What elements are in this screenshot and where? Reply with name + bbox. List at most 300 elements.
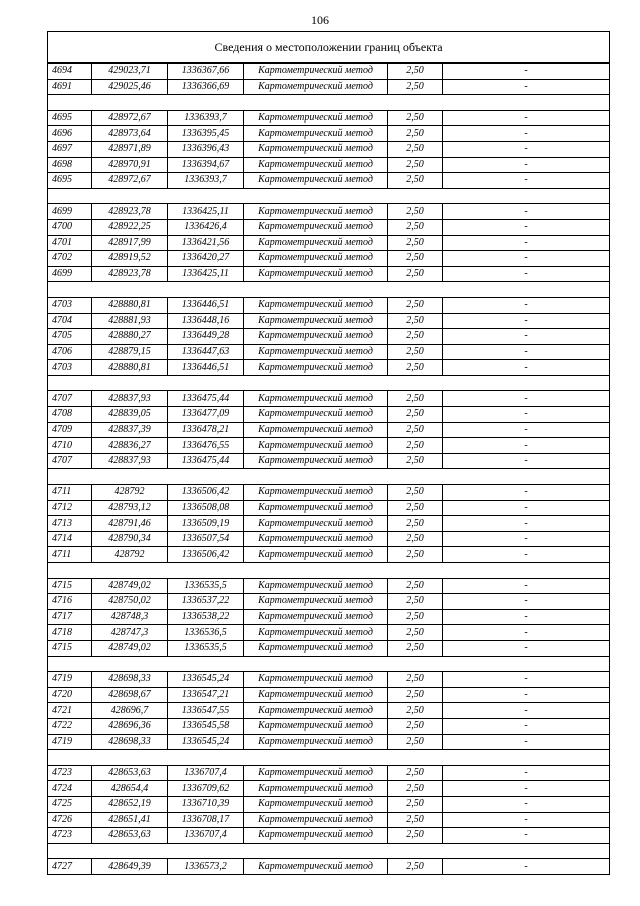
y-coordinate-cell: 1336449,28 (168, 329, 244, 345)
y-coordinate-cell: 1336448,16 (168, 313, 244, 329)
method-cell: Картометрический метод (244, 453, 388, 469)
method-cell: Картометрический метод (244, 360, 388, 376)
point-number-cell: 4706 (48, 344, 92, 360)
description-cell: - (443, 360, 610, 376)
method-cell: Картометрический метод (244, 157, 388, 173)
y-coordinate-cell: 1336509,19 (168, 516, 244, 532)
method-cell: Картометрический метод (244, 329, 388, 345)
point-number-cell: 4718 (48, 625, 92, 641)
x-coordinate-cell: 428652,19 (92, 796, 168, 812)
y-coordinate-cell: 1336421,56 (168, 235, 244, 251)
table-row (48, 578, 610, 594)
x-coordinate-cell: 428696,36 (92, 718, 168, 734)
y-coordinate-cell: 1336508,08 (168, 500, 244, 516)
method-cell: Картометрический метод (244, 687, 388, 703)
description-cell: - (443, 329, 610, 345)
x-coordinate-cell: 428879,15 (92, 344, 168, 360)
table-row (48, 251, 610, 267)
accuracy-cell: 2,50 (388, 609, 443, 625)
description-cell: - (443, 266, 610, 282)
description-cell: - (443, 157, 610, 173)
description-cell: - (443, 141, 610, 157)
description-cell: - (443, 344, 610, 360)
accuracy-cell: 2,50 (388, 219, 443, 235)
description-cell: - (443, 500, 610, 516)
description-cell: - (443, 578, 610, 594)
method-cell: Картометрический метод (244, 313, 388, 329)
table-row (48, 485, 610, 501)
x-coordinate-cell: 428649,39 (92, 859, 168, 875)
accuracy-cell: 2,50 (388, 516, 443, 532)
x-coordinate-cell: 428698,33 (92, 672, 168, 688)
accuracy-cell: 2,50 (388, 640, 443, 656)
point-number-cell: 4694 (48, 63, 92, 79)
method-cell: Картометрический метод (244, 251, 388, 267)
description-cell: - (443, 594, 610, 610)
method-cell: Картометрический метод (244, 79, 388, 95)
table-row (48, 344, 610, 360)
x-coordinate-cell: 428653,63 (92, 828, 168, 844)
table-row (48, 500, 610, 516)
method-cell: Картометрический метод (244, 204, 388, 220)
y-coordinate-cell: 1336707,4 (168, 828, 244, 844)
description-cell: - (443, 672, 610, 688)
y-coordinate-cell: 1336477,09 (168, 407, 244, 423)
x-coordinate-cell: 428923,78 (92, 204, 168, 220)
description-cell: - (443, 703, 610, 719)
y-coordinate-cell: 1336538,22 (168, 609, 244, 625)
description-cell: - (443, 812, 610, 828)
point-number-cell: 4705 (48, 329, 92, 345)
y-coordinate-cell: 1336425,11 (168, 204, 244, 220)
method-cell: Картометрический метод (244, 859, 388, 875)
description-cell: - (443, 173, 610, 189)
y-coordinate-cell: 1336707,4 (168, 765, 244, 781)
point-number-cell: 4701 (48, 235, 92, 251)
point-number-cell: 4715 (48, 640, 92, 656)
accuracy-cell: 2,50 (388, 796, 443, 812)
accuracy-cell: 2,50 (388, 63, 443, 79)
accuracy-cell: 2,50 (388, 781, 443, 797)
point-number-cell: 4699 (48, 204, 92, 220)
x-coordinate-cell: 428923,78 (92, 266, 168, 282)
y-coordinate-cell: 1336507,54 (168, 531, 244, 547)
separator-cell (48, 188, 610, 204)
point-number-cell: 4704 (48, 313, 92, 329)
y-coordinate-cell: 1336536,5 (168, 625, 244, 641)
table-row (48, 734, 610, 750)
table-row (48, 391, 610, 407)
point-number-cell: 4719 (48, 672, 92, 688)
separator-cell (48, 282, 610, 298)
group-separator-row (48, 750, 610, 766)
accuracy-cell: 2,50 (388, 828, 443, 844)
table-row (48, 63, 610, 79)
method-cell: Картометрический метод (244, 297, 388, 313)
table-row (48, 329, 610, 345)
table-row (48, 297, 610, 313)
y-coordinate-cell: 1336545,24 (168, 734, 244, 750)
x-coordinate-cell: 428970,91 (92, 157, 168, 173)
point-number-cell: 4717 (48, 609, 92, 625)
accuracy-cell: 2,50 (388, 173, 443, 189)
method-cell: Картометрический метод (244, 812, 388, 828)
accuracy-cell: 2,50 (388, 126, 443, 142)
table-row (48, 609, 610, 625)
description-cell: - (443, 453, 610, 469)
description-cell: - (443, 219, 610, 235)
table-row (48, 360, 610, 376)
point-number-cell: 4724 (48, 781, 92, 797)
separator-cell (48, 750, 610, 766)
y-coordinate-cell: 1336710,39 (168, 796, 244, 812)
x-coordinate-cell: 428792 (92, 485, 168, 501)
accuracy-cell: 2,50 (388, 547, 443, 563)
separator-cell (48, 95, 610, 111)
x-coordinate-cell: 428837,39 (92, 422, 168, 438)
point-number-cell: 4721 (48, 703, 92, 719)
table-row (48, 126, 610, 142)
method-cell: Картометрический метод (244, 500, 388, 516)
table-row (48, 828, 610, 844)
method-cell: Картометрический метод (244, 640, 388, 656)
point-number-cell: 4698 (48, 157, 92, 173)
accuracy-cell: 2,50 (388, 453, 443, 469)
y-coordinate-cell: 1336446,51 (168, 360, 244, 376)
y-coordinate-cell: 1336420,27 (168, 251, 244, 267)
description-cell: - (443, 204, 610, 220)
y-coordinate-cell: 1336476,55 (168, 438, 244, 454)
y-coordinate-cell: 1336506,42 (168, 547, 244, 563)
accuracy-cell: 2,50 (388, 765, 443, 781)
point-number-cell: 4727 (48, 859, 92, 875)
table-row (48, 796, 610, 812)
x-coordinate-cell: 428696,7 (92, 703, 168, 719)
table-row (48, 438, 610, 454)
point-number-cell: 4713 (48, 516, 92, 532)
y-coordinate-cell: 1336394,67 (168, 157, 244, 173)
point-number-cell: 4708 (48, 407, 92, 423)
x-coordinate-cell: 428698,33 (92, 734, 168, 750)
accuracy-cell: 2,50 (388, 531, 443, 547)
x-coordinate-cell: 428837,93 (92, 391, 168, 407)
y-coordinate-cell: 1336446,51 (168, 297, 244, 313)
y-coordinate-cell: 1336475,44 (168, 453, 244, 469)
x-coordinate-cell: 428880,27 (92, 329, 168, 345)
accuracy-cell: 2,50 (388, 718, 443, 734)
x-coordinate-cell: 428790,34 (92, 531, 168, 547)
point-number-cell: 4703 (48, 360, 92, 376)
table-row (48, 516, 610, 532)
x-coordinate-cell: 428919,52 (92, 251, 168, 267)
method-cell: Картометрический метод (244, 219, 388, 235)
point-number-cell: 4697 (48, 141, 92, 157)
x-coordinate-cell: 428922,25 (92, 219, 168, 235)
group-separator-row (48, 656, 610, 672)
description-cell: - (443, 531, 610, 547)
y-coordinate-cell: 1336547,55 (168, 703, 244, 719)
method-cell: Картометрический метод (244, 734, 388, 750)
method-cell: Картометрический метод (244, 718, 388, 734)
accuracy-cell: 2,50 (388, 422, 443, 438)
point-number-cell: 4700 (48, 219, 92, 235)
x-coordinate-cell: 428793,12 (92, 500, 168, 516)
boundary-table-container (47, 31, 609, 875)
description-cell: - (443, 781, 610, 797)
point-number-cell: 4715 (48, 578, 92, 594)
method-cell: Картометрический метод (244, 235, 388, 251)
table-row (48, 453, 610, 469)
accuracy-cell: 2,50 (388, 734, 443, 750)
table-row (48, 765, 610, 781)
description-cell: - (443, 126, 610, 142)
group-separator-row (48, 375, 610, 391)
table-row (48, 266, 610, 282)
table-row (48, 640, 610, 656)
y-coordinate-cell: 1336545,58 (168, 718, 244, 734)
group-separator-row (48, 843, 610, 859)
point-number-cell: 4711 (48, 485, 92, 501)
point-number-cell: 4699 (48, 266, 92, 282)
table-row (48, 110, 610, 126)
point-number-cell: 4696 (48, 126, 92, 142)
point-number-cell: 4723 (48, 765, 92, 781)
description-cell: - (443, 391, 610, 407)
y-coordinate-cell: 1336367,66 (168, 63, 244, 79)
description-cell: - (443, 516, 610, 532)
method-cell: Картометрический метод (244, 422, 388, 438)
point-number-cell: 4710 (48, 438, 92, 454)
y-coordinate-cell: 1336425,11 (168, 266, 244, 282)
table-row (48, 812, 610, 828)
method-cell: Картометрический метод (244, 625, 388, 641)
method-cell: Картометрический метод (244, 781, 388, 797)
separator-cell (48, 656, 610, 672)
table-row (48, 173, 610, 189)
method-cell: Картометрический метод (244, 547, 388, 563)
point-number-cell: 4702 (48, 251, 92, 267)
accuracy-cell: 2,50 (388, 687, 443, 703)
table-row (48, 781, 610, 797)
point-number-cell: 4726 (48, 812, 92, 828)
description-cell: - (443, 718, 610, 734)
method-cell: Картометрический метод (244, 438, 388, 454)
method-cell: Картометрический метод (244, 609, 388, 625)
accuracy-cell: 2,50 (388, 79, 443, 95)
method-cell: Картометрический метод (244, 391, 388, 407)
method-cell: Картометрический метод (244, 672, 388, 688)
point-number-cell: 4703 (48, 297, 92, 313)
y-coordinate-cell: 1336475,44 (168, 391, 244, 407)
accuracy-cell: 2,50 (388, 360, 443, 376)
x-coordinate-cell: 428972,67 (92, 110, 168, 126)
table-row (48, 219, 610, 235)
table-row (48, 313, 610, 329)
y-coordinate-cell: 1336573,2 (168, 859, 244, 875)
x-coordinate-cell: 428653,63 (92, 765, 168, 781)
separator-cell (48, 563, 610, 579)
y-coordinate-cell: 1336447,63 (168, 344, 244, 360)
description-cell: - (443, 687, 610, 703)
accuracy-cell: 2,50 (388, 812, 443, 828)
table-row (48, 703, 610, 719)
table-row (48, 531, 610, 547)
description-cell: - (443, 297, 610, 313)
point-number-cell: 4707 (48, 453, 92, 469)
y-coordinate-cell: 1336393,7 (168, 110, 244, 126)
group-separator-row (48, 469, 610, 485)
table-row (48, 547, 610, 563)
x-coordinate-cell: 428880,81 (92, 360, 168, 376)
table-row (48, 79, 610, 95)
description-cell: - (443, 313, 610, 329)
accuracy-cell: 2,50 (388, 438, 443, 454)
method-cell: Картометрический метод (244, 828, 388, 844)
description-cell: - (443, 765, 610, 781)
method-cell: Картометрический метод (244, 485, 388, 501)
x-coordinate-cell: 428792 (92, 547, 168, 563)
x-coordinate-cell: 429025,46 (92, 79, 168, 95)
group-separator-row (48, 563, 610, 579)
point-number-cell: 4716 (48, 594, 92, 610)
y-coordinate-cell: 1336535,5 (168, 578, 244, 594)
group-separator-row (48, 95, 610, 111)
point-number-cell: 4719 (48, 734, 92, 750)
description-cell: - (443, 859, 610, 875)
group-separator-row (48, 282, 610, 298)
x-coordinate-cell: 428651,41 (92, 812, 168, 828)
description-cell: - (443, 547, 610, 563)
point-number-cell: 4709 (48, 422, 92, 438)
description-cell: - (443, 63, 610, 79)
accuracy-cell: 2,50 (388, 110, 443, 126)
method-cell: Картометрический метод (244, 765, 388, 781)
method-cell: Картометрический метод (244, 516, 388, 532)
table-title-row (48, 32, 610, 64)
description-cell: - (443, 625, 610, 641)
point-number-cell: 4691 (48, 79, 92, 95)
x-coordinate-cell: 428748,3 (92, 609, 168, 625)
accuracy-cell: 2,50 (388, 407, 443, 423)
accuracy-cell: 2,50 (388, 500, 443, 516)
accuracy-cell: 2,50 (388, 204, 443, 220)
accuracy-cell: 2,50 (388, 329, 443, 345)
point-number-cell: 4695 (48, 173, 92, 189)
x-coordinate-cell: 428747,3 (92, 625, 168, 641)
description-cell: - (443, 251, 610, 267)
method-cell: Картометрический метод (244, 578, 388, 594)
y-coordinate-cell: 1336366,69 (168, 79, 244, 95)
y-coordinate-cell: 1336545,24 (168, 672, 244, 688)
point-number-cell: 4723 (48, 828, 92, 844)
boundary-coordinates-table (47, 31, 610, 875)
point-number-cell: 4711 (48, 547, 92, 563)
y-coordinate-cell: 1336537,22 (168, 594, 244, 610)
accuracy-cell: 2,50 (388, 344, 443, 360)
description-cell: - (443, 485, 610, 501)
method-cell: Картометрический метод (244, 266, 388, 282)
point-number-cell: 4707 (48, 391, 92, 407)
method-cell: Картометрический метод (244, 126, 388, 142)
accuracy-cell: 2,50 (388, 485, 443, 501)
accuracy-cell: 2,50 (388, 625, 443, 641)
method-cell: Картометрический метод (244, 407, 388, 423)
method-cell: Картометрический метод (244, 796, 388, 812)
description-cell: - (443, 640, 610, 656)
table-title: Сведения о местоположении границ объекта (48, 32, 610, 64)
point-number-cell: 4712 (48, 500, 92, 516)
separator-cell (48, 375, 610, 391)
table-row (48, 594, 610, 610)
y-coordinate-cell: 1336396,43 (168, 141, 244, 157)
description-cell: - (443, 796, 610, 812)
method-cell: Картометрический метод (244, 110, 388, 126)
accuracy-cell: 2,50 (388, 703, 443, 719)
accuracy-cell: 2,50 (388, 266, 443, 282)
description-cell: - (443, 407, 610, 423)
x-coordinate-cell: 428971,89 (92, 141, 168, 157)
point-number-cell: 4720 (48, 687, 92, 703)
accuracy-cell: 2,50 (388, 157, 443, 173)
x-coordinate-cell: 428749,02 (92, 640, 168, 656)
point-number-cell: 4695 (48, 110, 92, 126)
description-cell: - (443, 235, 610, 251)
y-coordinate-cell: 1336547,21 (168, 687, 244, 703)
x-coordinate-cell: 428749,02 (92, 578, 168, 594)
x-coordinate-cell: 428750,02 (92, 594, 168, 610)
method-cell: Картометрический метод (244, 141, 388, 157)
y-coordinate-cell: 1336506,42 (168, 485, 244, 501)
x-coordinate-cell: 428972,67 (92, 173, 168, 189)
y-coordinate-cell: 1336708,17 (168, 812, 244, 828)
page-number: 106 (311, 13, 329, 27)
y-coordinate-cell: 1336426,4 (168, 219, 244, 235)
description-cell: - (443, 110, 610, 126)
accuracy-cell: 2,50 (388, 251, 443, 267)
accuracy-cell: 2,50 (388, 594, 443, 610)
x-coordinate-cell: 429023,71 (92, 63, 168, 79)
accuracy-cell: 2,50 (388, 313, 443, 329)
x-coordinate-cell: 428791,46 (92, 516, 168, 532)
method-cell: Картометрический метод (244, 344, 388, 360)
separator-cell (48, 469, 610, 485)
method-cell: Картометрический метод (244, 531, 388, 547)
table-row (48, 407, 610, 423)
table-row (48, 625, 610, 641)
x-coordinate-cell: 428837,93 (92, 453, 168, 469)
table-row (48, 687, 610, 703)
method-cell: Картометрический метод (244, 594, 388, 610)
table-row (48, 718, 610, 734)
y-coordinate-cell: 1336535,5 (168, 640, 244, 656)
description-cell: - (443, 422, 610, 438)
group-separator-row (48, 188, 610, 204)
table-row (48, 422, 610, 438)
separator-cell (48, 843, 610, 859)
y-coordinate-cell: 1336395,45 (168, 126, 244, 142)
y-coordinate-cell: 1336393,7 (168, 173, 244, 189)
table-row (48, 859, 610, 875)
accuracy-cell: 2,50 (388, 672, 443, 688)
method-cell: Картометрический метод (244, 173, 388, 189)
description-cell: - (443, 609, 610, 625)
x-coordinate-cell: 428836,27 (92, 438, 168, 454)
x-coordinate-cell: 428881,93 (92, 313, 168, 329)
method-cell: Картометрический метод (244, 703, 388, 719)
x-coordinate-cell: 428917,99 (92, 235, 168, 251)
point-number-cell: 4714 (48, 531, 92, 547)
description-cell: - (443, 828, 610, 844)
